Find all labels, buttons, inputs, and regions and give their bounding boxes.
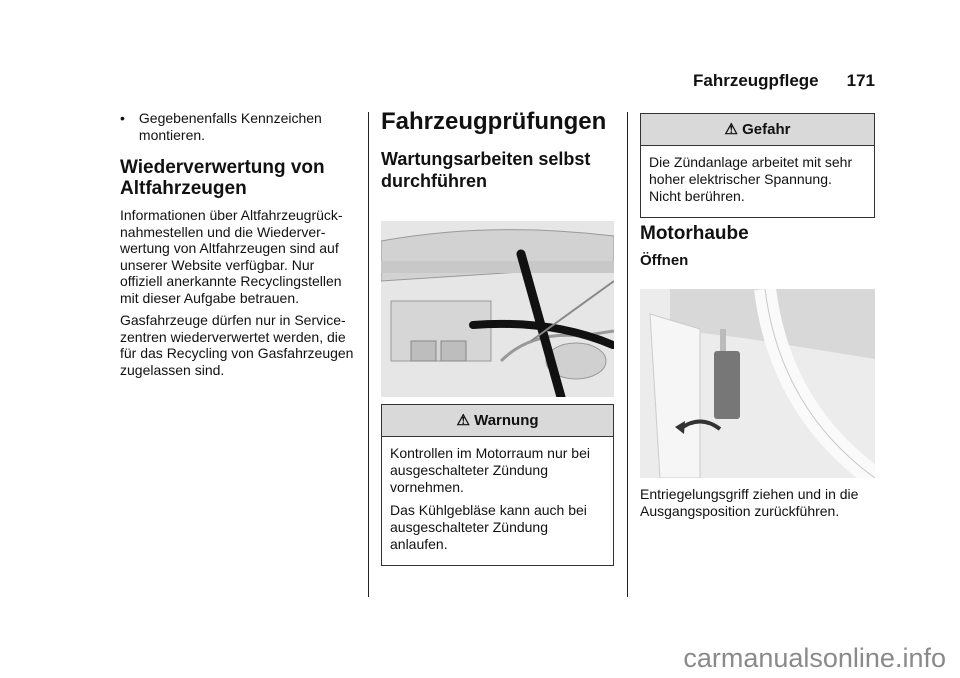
danger-text: Die Zündanlage arbeitet mit sehr hoher elektrischer Spannung. Nicht berühren. xyxy=(649,154,853,204)
column-divider xyxy=(368,112,369,597)
middle-column xyxy=(381,108,614,192)
section-heading: Wartungsarbeiten selbst durchführen xyxy=(381,149,591,191)
bullet-item xyxy=(120,110,356,143)
section-heading: Wiederverwertung von Altfahrzeugen xyxy=(120,157,325,199)
warning-header xyxy=(382,405,613,437)
watermark: carmanualsonline.info xyxy=(683,643,946,673)
section-heading: Motorhaube xyxy=(640,223,749,244)
warning-box xyxy=(381,404,614,566)
warning-icon: ⚠ xyxy=(724,121,738,138)
warning-icon: ⚠ xyxy=(456,412,470,429)
bullet-text: Gegebenenfalls Kennzeichen montieren. xyxy=(138,110,322,143)
danger-title: Gefahr xyxy=(742,121,791,138)
section-title: Fahrzeugpflege xyxy=(693,71,819,90)
page-number: 171 xyxy=(846,71,875,90)
paragraph: Gasfahrzeuge dürfen nur in Servicezentren wiederverwertet werden, die für das Recycling von Gasfahrzeugen zugelassen sind. xyxy=(120,312,354,378)
page-header xyxy=(693,71,875,91)
column-divider xyxy=(627,112,628,597)
hood-instruction: Entriegelungsgriff ziehen und in die Ausgangsposition zurückführen. xyxy=(640,486,859,519)
right-column xyxy=(640,223,875,270)
paragraph: Informationen über Altfahrzeugrücknahmestellen und die Wiederverwertung von Altfahrzeugen sind auf unserer Website verfügbar. Nur offiziell anerkannte Recyclingstellen mit dieser Aufgabe betrauen. xyxy=(120,207,343,306)
danger-header xyxy=(641,114,874,146)
subheading: Öffnen xyxy=(640,252,689,269)
warning-text: Das Kühlgebläse kann auch bei ausgeschalteter Zündung anlaufen. xyxy=(390,502,587,552)
warning-text: Kontrollen im Motorraum nur bei ausgeschalteter Zündung vornehmen. xyxy=(390,445,590,495)
hood-release-illustration xyxy=(640,289,875,478)
bullet: • xyxy=(120,110,125,126)
engine-bay-illustration xyxy=(381,221,614,397)
danger-box xyxy=(640,113,875,218)
page-title: Fahrzeugprüfungen xyxy=(381,108,607,135)
warning-title: Warnung xyxy=(474,412,539,429)
left-column xyxy=(120,110,356,384)
